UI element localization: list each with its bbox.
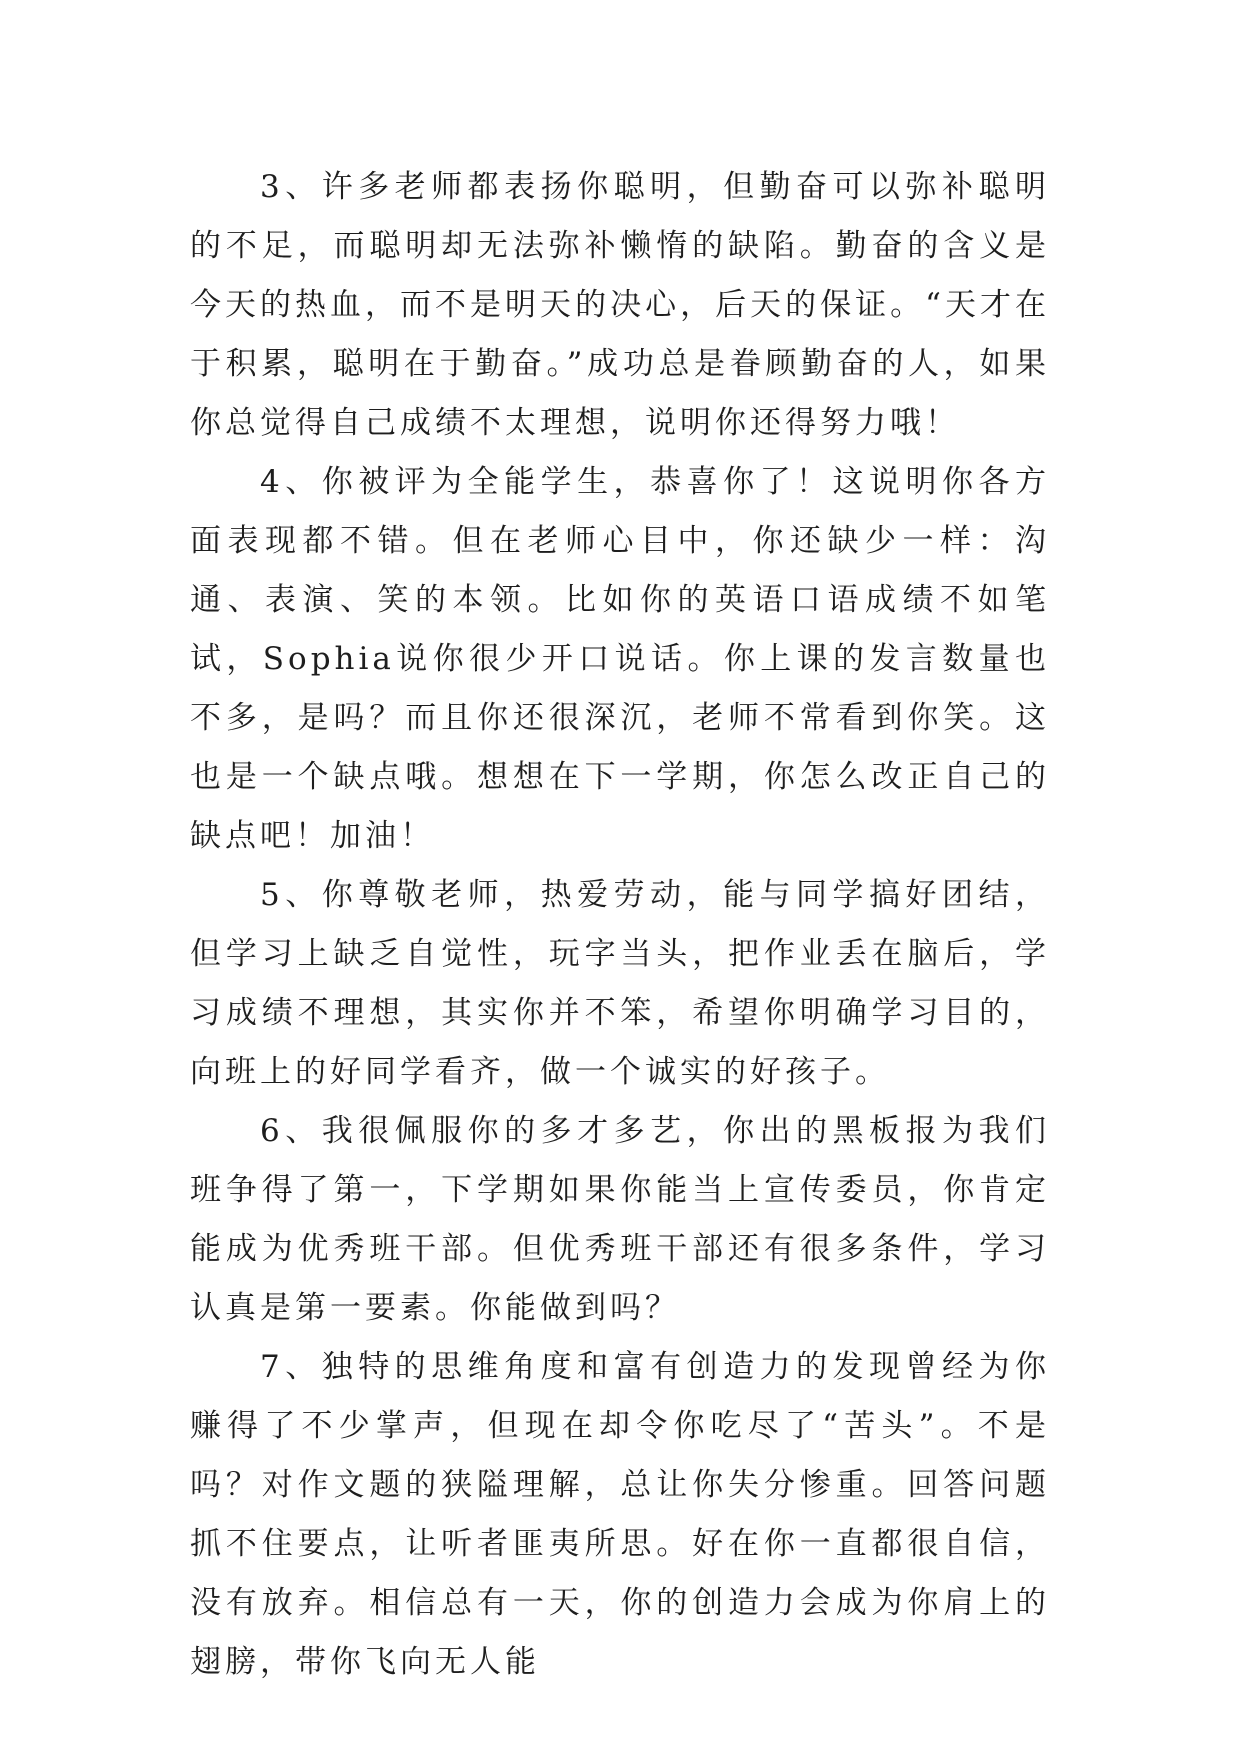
document-body [190,158,1050,1692]
paragraph-7: 7、独特的思维角度和富有创造力的发现曾经为你赚得了不少掌声，但现在却令你吃尽了“苦头”。不是吗？对作文题的狭隘理解，总让你失分惨重。回答问题抓不住要点，让听者匪夷所思。好在你一直都很自信，没有放弃。相信总有一天，你的创造力会成为你肩上的翅膀，带你飞向无人能 [190,1349,1050,1680]
paragraph-5: 5、你尊敬老师，热爱劳动，能与同学搞好团结，但学习上缺乏自觉性，玩字当头，把作业丢在脑后，学习成绩不理想，其实你并不笨，希望你明确学习目的，向班上的好同学看齐，做一个诚实的好孩子。 [190,877,1050,1090]
paragraph-4: 4、你被评为全能学生，恭喜你了！这说明你各方面表现都不错。但在老师心目中，你还缺少一样：沟通、表演、笑的本领。比如你的英语口语成绩不如笔试，Sophia说你很少开口说话。你上课的发言数量也不多，是吗？而且你还很深沉，老师不常看到你笑。这也是一个缺点哦。想想在下一学期，你怎么改正自己的缺点吧！加油！ [190,464,1050,854]
paragraph-3: 3、许多老师都表扬你聪明，但勤奋可以弥补聪明的不足，而聪明却无法弥补懒惰的缺陷。勤奋的含义是今天的热血，而不是明天的决心，后天的保证。“天才在于积累，聪明在于勤奋。”成功总是眷顾勤奋的人，如果你总觉得自己成绩不太理想，说明你还得努力哦！ [190,169,1050,441]
paragraph-6: 6、我很佩服你的多才多艺，你出的黑板报为我们班争得了第一，下学期如果你能当上宣传委员，你肯定能成为优秀班干部。但优秀班干部还有很多条件，学习认真是第一要素。你能做到吗？ [190,1113,1050,1326]
